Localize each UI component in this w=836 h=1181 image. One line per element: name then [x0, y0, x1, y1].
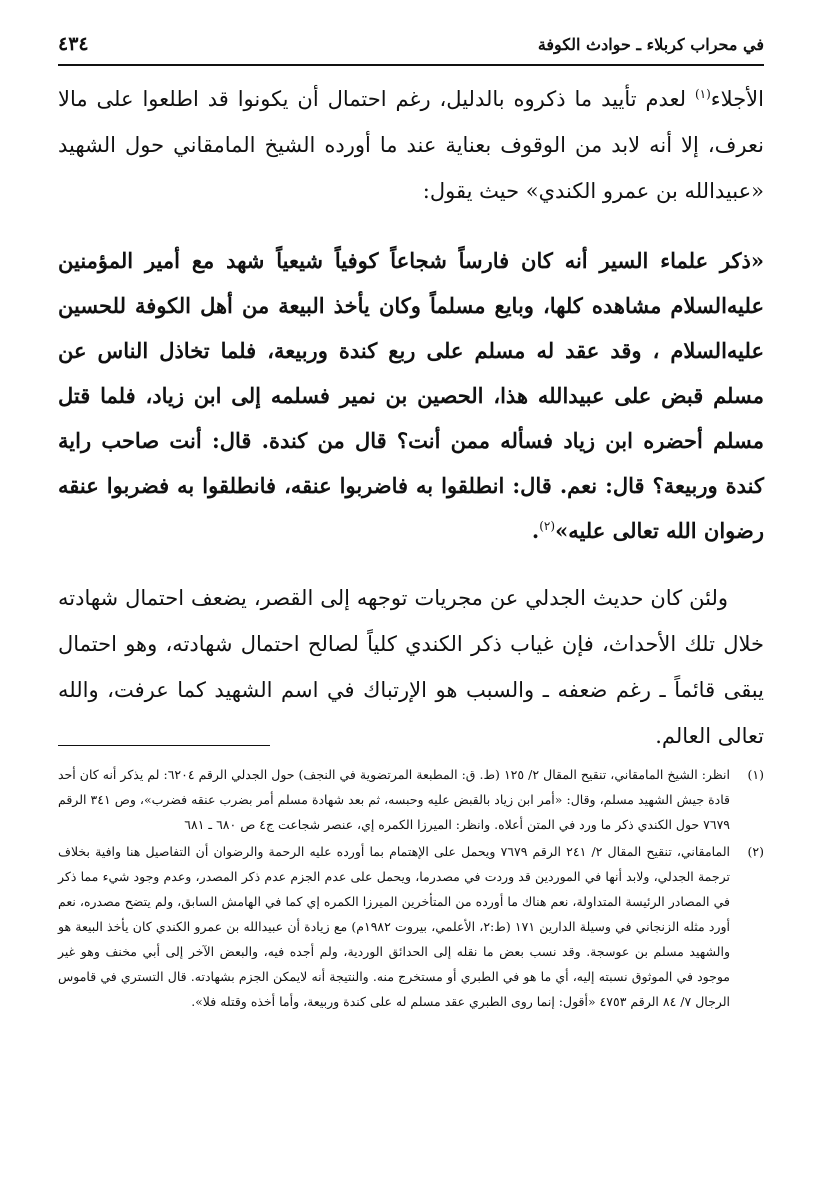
footnote-number: (٢): [747, 844, 764, 859]
intro-text-rest: لعدم تأييد ما ذكروه بالدليل، رغم احتمال أن يكونوا قد اطلعوا على مالا نعرف، إلا أنه لابد من الوقوف بعناية عند ما أورده الشيخ المامقاني حول الشهيد «عبيدالله بن عمرو الكندي» حيث يقول:: [58, 87, 764, 203]
quote-paragraph: [58, 238, 764, 553]
footnote-ref-2: (٢): [539, 519, 556, 533]
footnote-number: (١): [747, 767, 764, 782]
footnotes: [58, 762, 764, 1016]
quote-text: «ذكر علماء السير أنه كان فارساً شجاعاً كوفياً شيعياً شهد مع أمير المؤمنين عليه‌السلام مشاهده كلها، وبايع مسلماً وكان يأخذ البيعة من أهل الكوفة للحسين عليه‌السلام ، وقد عقد له مسلم على ربع كندة وربيعة، فلما تخاذل الناس عن مسلم قبض على عبيدالله هذا، الحصين بن نمير فسلمه إلى ابن زياد، فلما قتل مسلم أحضره ابن زياد فسأله ممن أنت؟ قال من كندة. قال: أنت صاحب راية كندة وربيعة؟ قال: نعم. قال: انطلقوا به فاضربوا عنقه، فانطلقوا به فضربوا عنقه رضوان الله تعالى عليه»: [58, 248, 764, 543]
running-title: في محراب كربلاء ـ حوادث الكوفة: [537, 35, 764, 54]
footnote-2: [58, 839, 764, 1014]
footnote-text: انظر: الشيخ المامقاني، تنقيح المقال ٢/ ١٢٥ (ط. ق: المطبعة المرتضوية في النجف) حول الجدلي الرقم ٦٢٠٤: لم يذكر أنه كان أحد قادة جيش الشهيد مسلم، وقال: «أمر ابن زياد بالقبض عليه وحبسه، ثم بعد شهادة مسلم أمر بضرب عنقه فضرب»، وص ٣٤١ الرقم ٧٦٧٩ حول الكندي ذكر ما ورد في المتن أعلاه. وانظر: الميرزا الكمره إي، عنصر شجاعت ج٤ ص ٦٨٠ ـ ٦٨١: [58, 767, 731, 832]
body-text: [58, 76, 764, 759]
footnote-1: [58, 762, 764, 837]
book-page: [58, 24, 764, 1164]
intro-paragraph: [58, 76, 764, 214]
running-header: [58, 30, 764, 66]
page-number: ٤٣٤: [58, 33, 89, 55]
footnote-ref-1: (١): [694, 87, 711, 101]
intro-text-start: الأجلاء: [710, 87, 764, 111]
footnote-separator: [58, 745, 270, 746]
quote-end-punct: .: [531, 518, 540, 543]
footnote-text: المامقاني، تنقيح المقال ٢/ ٢٤١ الرقم ٧٦٧٩ ويحمل على الإهتمام بما أورده عليه الرحمة والرضوان أن التفاصيل هنا وافية بخلاف ترجمة الجدلي، ولابد أنها في الموردين قد وردت في مصدرما، ويحمل على عدم الجزم عدم ذكر المصدر، وعدم وجود شيء مما ذكر في المصادر الرئيسة المتداولة، نعم هناك ما أورده من المتأخرين الميرزا الكمره إي كما في الهامش السابق، ولم يتضح مصدره، نعم أورد مثله الزنجاني في وسيلة الدارين ١٧١ (ط:٢، الأعلمي، بيروت ١٩٨٢م) مع زيادة أن عبيدالله بن عمرو الكندي كان يأخذ البيعة هو والشهيد مسلم بن عوسجة. وقد نسب بعض ما نقله إلى الحدائق الوردية، ولم أجده فيه، والبعض الآخر إلى أبي مخنف وهو غير موجود في الموثوق نسبته إليه، أي ما هو في الطبري أو مستخرج منه. والنتيجة أنه لايمكن الجزم بشهادته. قال التستري في قاموس الرجال ٧/ ٨٤ الرقم ٤٧٥٣ «أقول: إنما روى الطبري عقد مسلم له على كندة وربيعة، وأما أخذه وقتله فلا».: [58, 844, 731, 1009]
closing-paragraph: ولئن كان حديث الجدلي عن مجريات توجهه إلى القصر، يضعف احتمال شهادته خلال تلك الأحداث، فإن غياب ذكر الكندي كلياً لصالح احتمال شهادته، وهو احتمال يبقى قائماً ـ رغم ضعفه ـ والسبب هو الإرتباك في اسم الشهيد كما عرفت، والله تعالى العالم.: [58, 586, 764, 748]
